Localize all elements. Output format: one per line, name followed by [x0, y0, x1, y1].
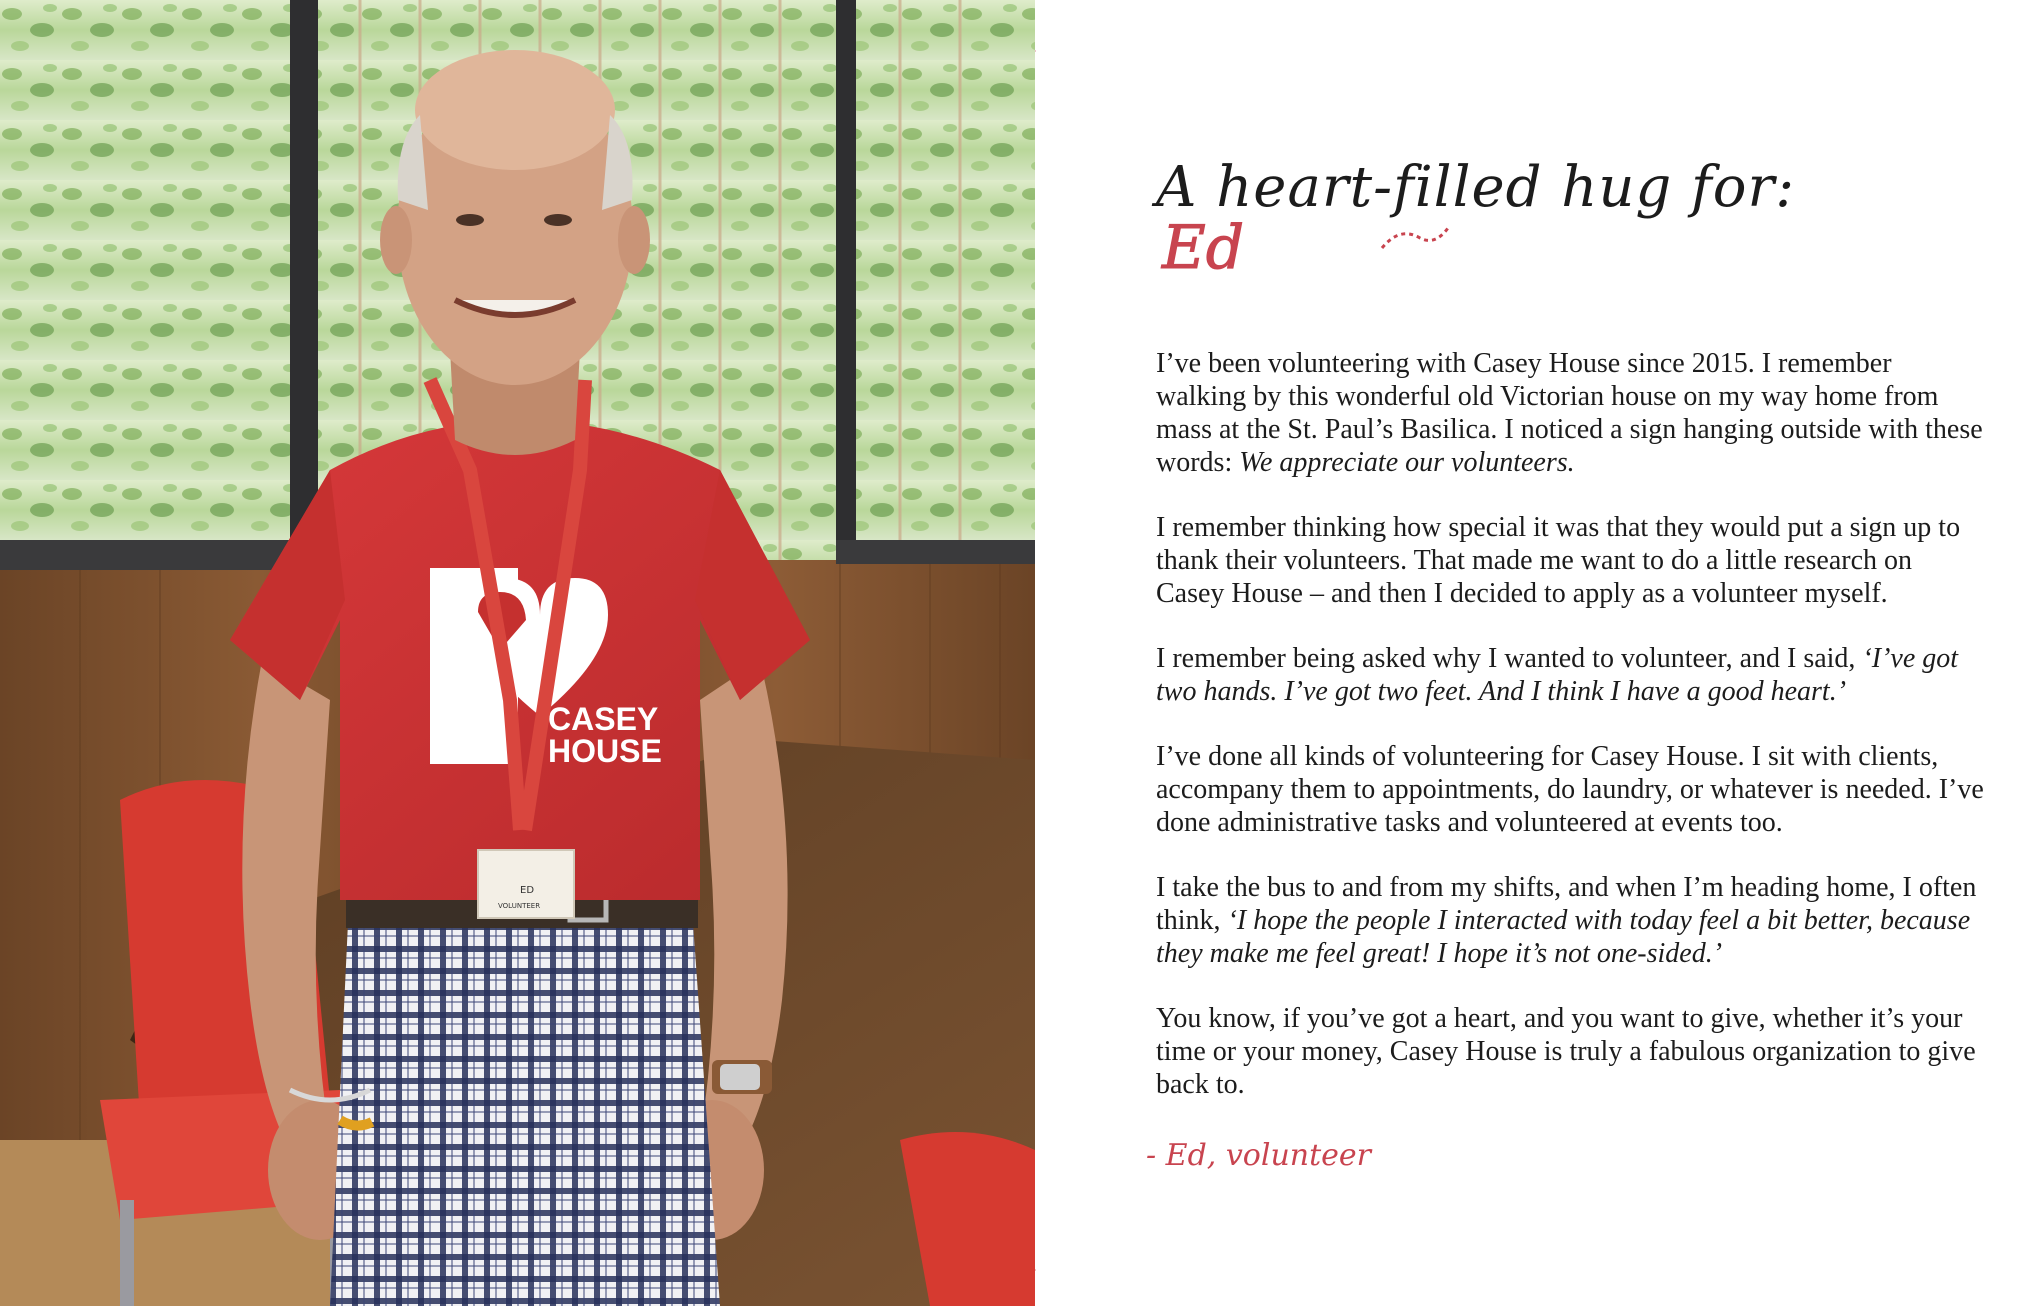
testimonial-panel [1036, 0, 2038, 1306]
tshirt-logo-line2: HOUSE [548, 733, 662, 769]
paragraph-4-text: I’ve done all kinds of volunteering for Casey House. I sit with clients, accompany them to appointments, do laundry, or whatever is needed. I’ve done administrative tasks and volunteered at events too. [1156, 741, 1984, 838]
paragraph-6-text: You know, if you’ve got a heart, and you want to give, whether it’s your time or your money, Casey House is truly a fabulous organization to give back to. [1156, 1003, 1976, 1100]
heading [1156, 155, 1916, 283]
paragraph-2-text: I remember thinking how special it was that they would put a sign up to thank their volunteers. That made me want to do a little research on Casey House – and then I decided to apply as a volunteer myself. [1156, 512, 1961, 609]
paragraph-5 [1156, 871, 1986, 970]
badge-name: ED [520, 885, 535, 896]
paragraph-1-quote: We appreciate our volunteers. [1239, 447, 1575, 478]
stitch-accent-icon [1380, 218, 1450, 258]
tshirt-logo-line1: CASEY [548, 701, 659, 737]
heading-title: A heart-filled hug for: [1156, 155, 1796, 220]
paragraph-4 [1156, 740, 1986, 839]
signature: - Ed, volunteer [1146, 1138, 1371, 1173]
paragraph-1-text: I’ve been volunteering with Casey House since 2015. I remember walking by this wonderful old Victorian house on my way home from mass at the St. Paul’s Basilica. I noticed a sign hanging outside with these words: [1156, 348, 1983, 478]
paragraph-1 [1156, 347, 1986, 479]
paragraph-2 [1156, 511, 1986, 610]
paragraph-5-quote: ‘I hope the people I interacted with today feel a bit better, because they make me feel great! I hope it’s not one-sided.’ [1156, 905, 1971, 969]
paragraph-3-quote: ‘I’ve got two hands. I’ve got two feet. And I think I have a good heart.’ [1156, 643, 1959, 707]
paragraph-3-text: I remember being asked why I wanted to volunteer, and I said, [1156, 643, 1863, 674]
testimonial-body [1156, 347, 1986, 1133]
heading-recipient-name: Ed [1162, 213, 1245, 283]
paragraph-5-text: I take the bus to and from my shifts, and when I’m heading home, I often think, [1156, 872, 1977, 936]
paragraph-6 [1156, 1002, 1986, 1101]
badge-role: VOLUNTEER [498, 902, 541, 910]
paragraph-3 [1156, 642, 1986, 708]
